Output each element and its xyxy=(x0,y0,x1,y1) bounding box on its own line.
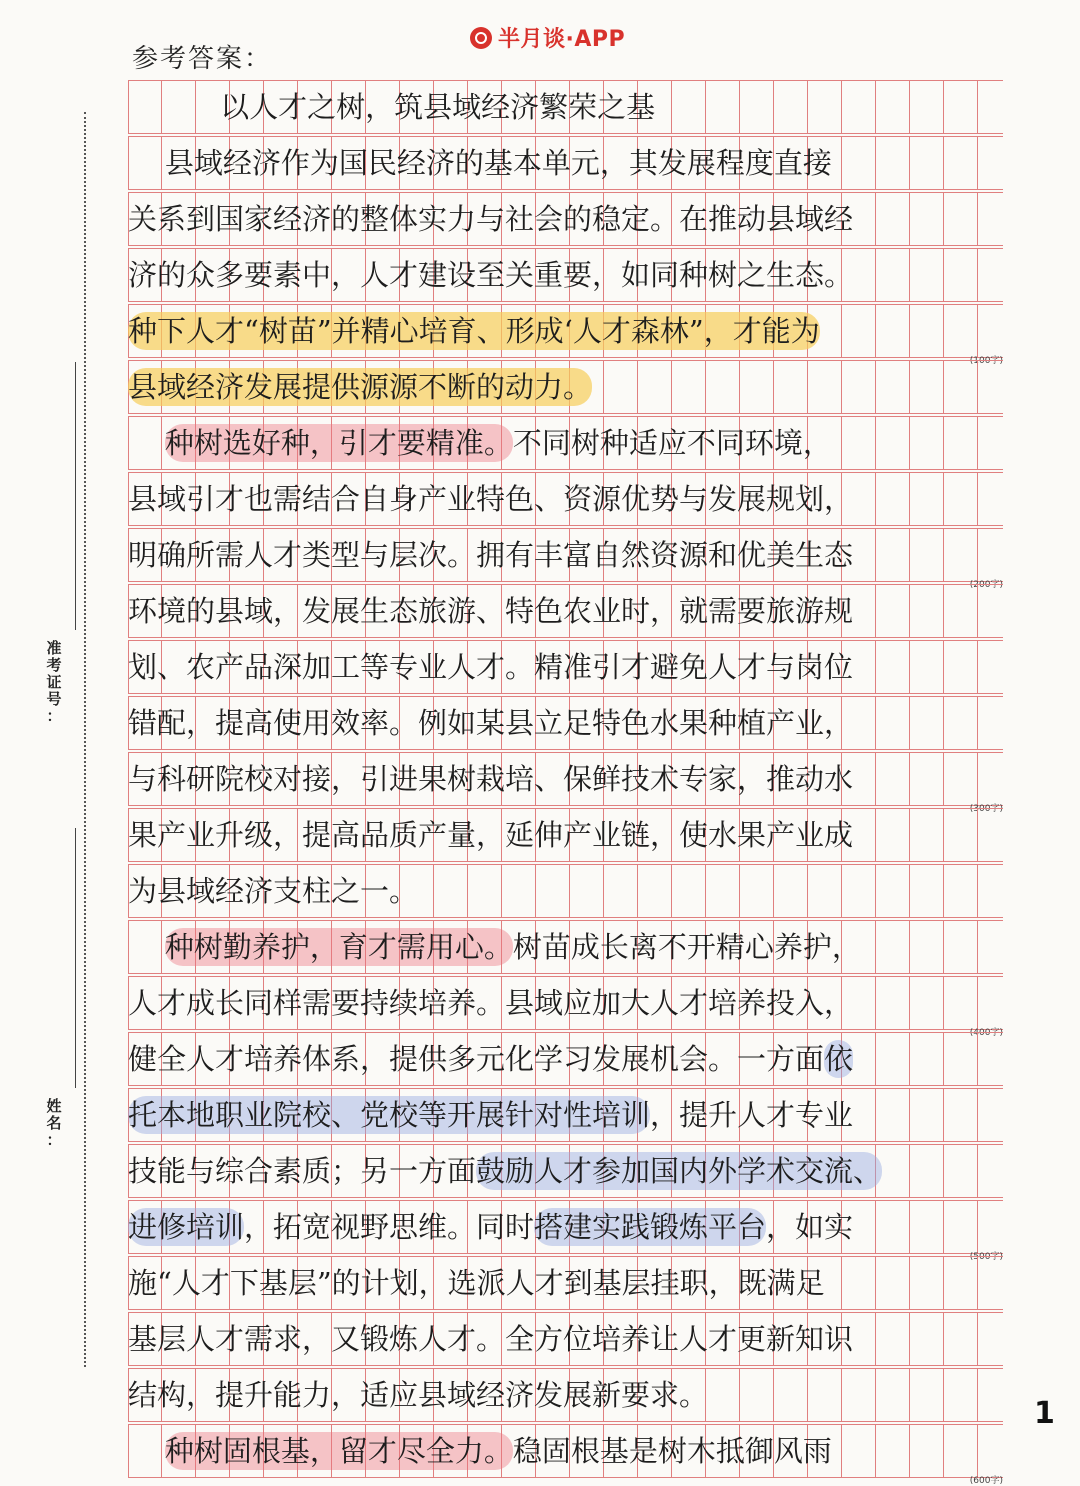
grid-row xyxy=(128,920,1003,974)
grid-row xyxy=(128,80,1003,134)
grid-cell xyxy=(706,81,740,133)
grid-cell xyxy=(876,193,910,245)
grid-cell xyxy=(910,641,944,693)
row-text xyxy=(128,1089,853,1141)
grid-cell xyxy=(910,585,944,637)
text-segment: 县域经济作为国民经济的基本单元，其发展程度直接 xyxy=(128,146,832,180)
grid-cell xyxy=(706,1369,740,1421)
answer-label: 参考答案： xyxy=(132,44,273,74)
grid-cell xyxy=(876,1313,910,1365)
row-text xyxy=(128,1369,708,1421)
grid-row xyxy=(128,1312,1003,1366)
text-segment: 为县域经济支柱之一。 xyxy=(128,874,419,908)
row-text xyxy=(128,921,861,973)
exam-number-label xyxy=(37,640,71,725)
grid-cell xyxy=(944,137,978,189)
grid-cell xyxy=(944,865,978,917)
grid-cell xyxy=(842,361,876,413)
grid-cell xyxy=(774,865,808,917)
row-text xyxy=(128,361,592,413)
grid-cell xyxy=(910,809,944,861)
grid-cell xyxy=(910,417,944,469)
grid-cell xyxy=(842,1369,876,1421)
side-label-char: 号 xyxy=(46,690,62,708)
grid-cell xyxy=(842,417,876,469)
text-segment: 技能与综合素质；另一方面 xyxy=(128,1154,477,1188)
grid-row xyxy=(128,1368,1003,1422)
name-underline xyxy=(75,828,76,1088)
text-segment xyxy=(128,1434,165,1468)
side-label-char: ： xyxy=(46,707,62,725)
side-label-char: ： xyxy=(46,1131,62,1149)
text-segment: ，拓宽视野思维。同时 xyxy=(244,1210,535,1244)
highlight-blue: 托本地职业院校、党校等开展针对性培训 xyxy=(128,1098,651,1132)
text-segment: 不同树种适应不同环境， xyxy=(512,426,832,460)
grid-cell xyxy=(910,1089,944,1141)
text-segment: 以人才之树，筑县域经济繁荣之基 xyxy=(128,90,656,124)
grid-row xyxy=(128,976,1003,1038)
grid-cell xyxy=(944,1089,978,1141)
grid-cell xyxy=(944,1033,978,1085)
grid-cell xyxy=(842,865,876,917)
grid-cell xyxy=(672,865,706,917)
row-text xyxy=(128,1425,832,1477)
grid-cell xyxy=(740,81,774,133)
grid-cell xyxy=(876,1369,910,1421)
highlight-yellow: 种下人才“树苗”并精心培育、形成‘人才森林”，才能为 xyxy=(128,314,820,348)
grid-cell xyxy=(944,1201,978,1253)
text-segment xyxy=(128,930,165,964)
grid-row xyxy=(128,1088,1003,1142)
grid-cell xyxy=(706,361,740,413)
grid-cell xyxy=(910,473,944,525)
grid-cell xyxy=(910,193,944,245)
highlight-red: 种树固根基，留才尽全力。 xyxy=(164,1434,513,1468)
grid-cell xyxy=(740,865,774,917)
globe-logo-icon xyxy=(470,27,492,49)
grid-cell xyxy=(876,921,910,973)
grid-cell xyxy=(910,249,944,301)
grid-cell xyxy=(842,305,876,357)
row-text xyxy=(128,977,853,1029)
grid-cell xyxy=(944,417,978,469)
text-segment: 施“人才下基层”的计划，选派人才到基层挂职，既满足 xyxy=(128,1266,825,1300)
grid-cell xyxy=(740,1369,774,1421)
text-segment: 与科研院校对接，引进果树栽培、保鲜技术专家，推动水 xyxy=(128,762,854,796)
grid-cell xyxy=(944,585,978,637)
grid-cell xyxy=(434,865,468,917)
row-text xyxy=(128,193,853,245)
grid-cell xyxy=(910,1369,944,1421)
grid-cell xyxy=(876,361,910,413)
grid-cell xyxy=(910,865,944,917)
row-text xyxy=(128,1033,853,1085)
grid-cell xyxy=(944,697,978,749)
grid-cell xyxy=(876,865,910,917)
highlight-blue: 依 xyxy=(824,1042,854,1076)
grid-cell xyxy=(876,1089,910,1141)
grid-row xyxy=(128,248,1003,302)
text-segment: 树苗成长离不开精心养护， xyxy=(512,930,861,964)
grid-row xyxy=(128,416,1003,470)
grid-row xyxy=(128,136,1003,190)
row-text xyxy=(128,1145,882,1197)
grid-cell xyxy=(876,81,910,133)
word-count-marker: (400字) xyxy=(969,1028,1003,1038)
grid-cell xyxy=(910,1145,944,1197)
grid-cell xyxy=(876,1425,910,1477)
text-segment: 稳固根基是树木抵御风雨 xyxy=(512,1434,832,1468)
grid-cell xyxy=(944,641,978,693)
grid-cell xyxy=(876,473,910,525)
text-segment xyxy=(128,426,165,460)
grid-cell xyxy=(502,865,536,917)
grid-cell xyxy=(944,977,978,1029)
grid-cell xyxy=(808,1369,842,1421)
grid-cell xyxy=(842,81,876,133)
row-text xyxy=(128,1257,825,1309)
grid-cell xyxy=(876,137,910,189)
grid-cell xyxy=(876,753,910,805)
text-segment: 划、农产品深加工等专业人才。精准引才避免人才与岗位 xyxy=(128,650,854,684)
side-label-char: 考 xyxy=(46,656,62,674)
grid-cell xyxy=(910,1313,944,1365)
grid-cell xyxy=(876,529,910,581)
text-segment: 人才成长同样需要持续培养。县域应加大人才培养投入， xyxy=(128,986,854,1020)
grid-cell xyxy=(910,81,944,133)
grid-cell xyxy=(944,753,978,805)
grid-cell xyxy=(944,473,978,525)
grid-cell xyxy=(944,1257,978,1309)
highlight-blue: 进修培训 xyxy=(128,1210,245,1244)
grid-row xyxy=(128,1144,1003,1198)
grid-cell xyxy=(910,977,944,1029)
brand-name: 半月谈·APP xyxy=(498,27,626,52)
grid-cell xyxy=(910,361,944,413)
row-text xyxy=(128,1313,853,1365)
grid-cell xyxy=(774,361,808,413)
grid-cell xyxy=(910,753,944,805)
grid-row xyxy=(128,640,1003,694)
grid-cell xyxy=(910,921,944,973)
grid-cell xyxy=(944,361,978,413)
grid-cell xyxy=(876,585,910,637)
grid-cell xyxy=(944,1425,978,1477)
row-text xyxy=(128,753,853,805)
row-text xyxy=(128,417,832,469)
grid-cell xyxy=(944,81,978,133)
grid-cell xyxy=(672,361,706,413)
row-text xyxy=(128,809,853,861)
text-segment: 关系到国家经济的整体实力与社会的稳定。在推动县域经 xyxy=(128,202,854,236)
text-segment: 错配，提高使用效率。例如某县立足特色水果种植产业， xyxy=(128,706,854,740)
grid-row xyxy=(128,752,1003,814)
grid-cell xyxy=(842,137,876,189)
highlight-red: 种树勤养护，育才需用心。 xyxy=(164,930,513,964)
grid-row xyxy=(128,864,1003,918)
text-segment: 果产业升级，提高品质产量，延伸产业链，使水果产业成 xyxy=(128,818,854,852)
row-text xyxy=(128,137,832,189)
grid-cell xyxy=(740,361,774,413)
grid-cell xyxy=(876,641,910,693)
grid-cell xyxy=(604,361,638,413)
row-text xyxy=(128,1201,853,1253)
grid-cell xyxy=(876,809,910,861)
grid-cell xyxy=(910,1033,944,1085)
text-segment: 健全人才培养体系，提供多元化学习发展机会。一方面 xyxy=(128,1042,825,1076)
word-count-marker: (300字) xyxy=(969,804,1003,814)
grid-cell xyxy=(876,1257,910,1309)
text-segment: 基层人才需求，又锻炼人才。全方位培养让人才更新知识 xyxy=(128,1322,854,1356)
word-count-marker: (500字) xyxy=(969,1252,1003,1262)
name-label xyxy=(37,1098,71,1149)
exam-number-underline xyxy=(75,362,76,630)
grid-row xyxy=(128,696,1003,750)
grid-cell xyxy=(672,81,706,133)
word-count-marker: (100字) xyxy=(969,356,1003,366)
highlight-red: 种树选好种，引才要精准。 xyxy=(164,426,513,460)
grid-cell xyxy=(944,809,978,861)
grid-cell xyxy=(910,305,944,357)
grid-cell xyxy=(468,865,502,917)
grid-row xyxy=(128,304,1003,366)
grid-row xyxy=(128,584,1003,638)
grid-cell xyxy=(944,193,978,245)
text-segment: 结构，提升能力，适应县域经济发展新要求。 xyxy=(128,1378,709,1412)
grid-cell xyxy=(876,249,910,301)
text-segment: 济的众多要素中，人才建设至关重要，如同种树之生态。 xyxy=(128,258,854,292)
grid-row xyxy=(128,1200,1003,1262)
word-count-marker: (200字) xyxy=(969,580,1003,590)
row-text xyxy=(128,473,853,525)
grid-cell xyxy=(808,81,842,133)
page-number: 1 xyxy=(1034,1396,1055,1431)
grid-cell xyxy=(876,1033,910,1085)
grid-cell xyxy=(638,361,672,413)
answer-sheet-grid xyxy=(128,80,1003,1486)
grid-cell xyxy=(706,865,740,917)
grid-cell xyxy=(876,1201,910,1253)
row-text xyxy=(128,249,853,301)
row-text xyxy=(128,641,853,693)
text-segment: ，如实 xyxy=(766,1210,854,1244)
grid-cell xyxy=(536,865,570,917)
grid-cell xyxy=(944,249,978,301)
grid-row xyxy=(128,528,1003,590)
grid-row xyxy=(128,472,1003,526)
grid-cell xyxy=(638,865,672,917)
side-label-char: 证 xyxy=(46,673,62,691)
grid-cell xyxy=(774,81,808,133)
grid-cell xyxy=(876,417,910,469)
side-label-char: 准 xyxy=(46,639,62,657)
grid-row xyxy=(128,1256,1003,1310)
grid-cell xyxy=(944,1369,978,1421)
grid-row xyxy=(128,360,1003,414)
grid-cell xyxy=(944,1145,978,1197)
row-text xyxy=(128,865,418,917)
grid-cell xyxy=(842,1257,876,1309)
row-text xyxy=(128,81,655,133)
grid-cell xyxy=(944,529,978,581)
grid-cell xyxy=(876,305,910,357)
grid-cell xyxy=(944,1313,978,1365)
grid-cell xyxy=(876,697,910,749)
binding-dotted-line xyxy=(84,112,86,1367)
text-segment: 环境的县域，发展生态旅游、特色农业时，就需要旅游规 xyxy=(128,594,854,628)
grid-cell xyxy=(944,921,978,973)
grid-cell xyxy=(910,529,944,581)
row-text xyxy=(128,305,820,357)
grid-row xyxy=(128,192,1003,246)
text-segment: ，提升人才专业 xyxy=(650,1098,854,1132)
highlight-yellow: 县域经济发展提供源源不断的动力。 xyxy=(128,370,593,404)
grid-row xyxy=(128,1424,1003,1486)
grid-row xyxy=(128,1032,1003,1086)
grid-cell xyxy=(808,361,842,413)
text-segment: 县域引才也需结合自身产业特色、资源优势与发展规划， xyxy=(128,482,854,516)
grid-cell xyxy=(910,1425,944,1477)
row-text xyxy=(128,585,853,637)
grid-cell xyxy=(944,305,978,357)
word-count-marker: (600字) xyxy=(969,1476,1003,1486)
grid-cell xyxy=(910,1201,944,1253)
row-text xyxy=(128,529,853,581)
grid-cell xyxy=(842,1425,876,1477)
side-label-char: 姓 xyxy=(46,1097,62,1115)
brand-logo-wordmark xyxy=(470,22,625,53)
grid-cell xyxy=(570,865,604,917)
side-label-char: 名 xyxy=(46,1114,62,1132)
grid-cell xyxy=(910,697,944,749)
grid-cell xyxy=(808,865,842,917)
text-segment: 明确所需人才类型与层次。拥有丰富自然资源和优美生态 xyxy=(128,538,854,572)
grid-cell xyxy=(910,137,944,189)
grid-cell xyxy=(910,1257,944,1309)
row-text xyxy=(128,697,853,749)
grid-row xyxy=(128,808,1003,862)
grid-cell xyxy=(774,1369,808,1421)
highlight-blue: 搭建实践锻炼平台 xyxy=(534,1210,767,1244)
grid-cell xyxy=(876,977,910,1029)
grid-cell xyxy=(604,865,638,917)
highlight-blue: 鼓励人才参加国内外学术交流、 xyxy=(476,1154,883,1188)
